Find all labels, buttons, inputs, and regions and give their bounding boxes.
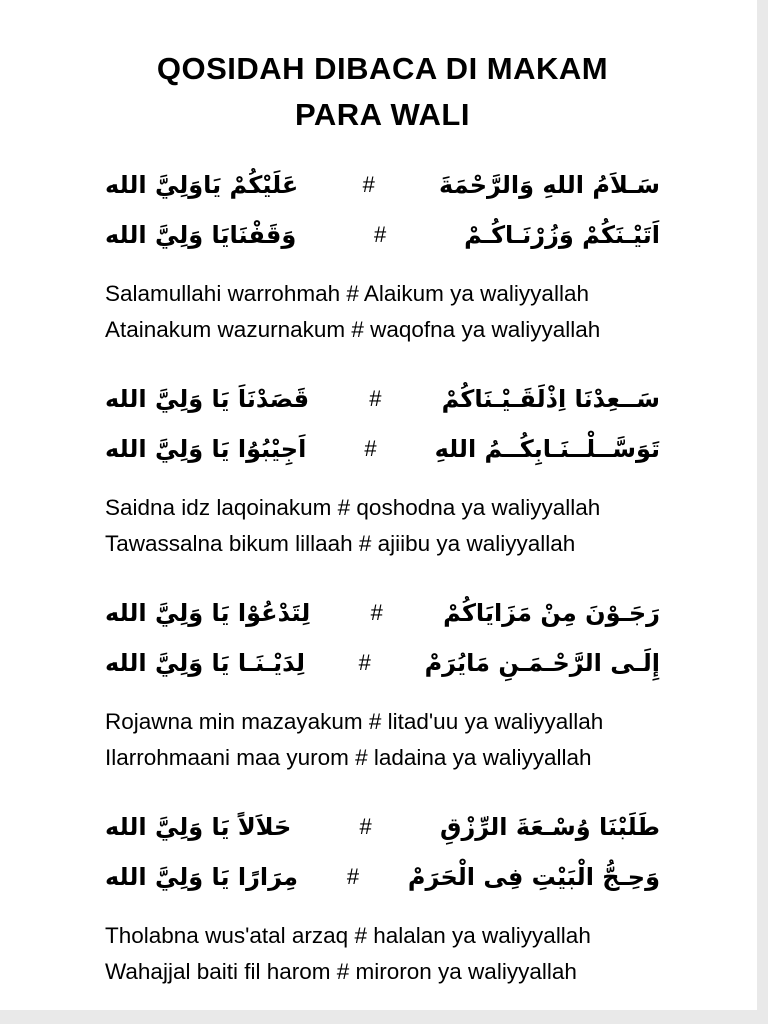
verse-separator: # (346, 864, 360, 889)
arabic-hemistich-first: رَجَـوْنَ مِنْ مَزَايَاكُمْ (443, 599, 660, 627)
arabic-verse-line (105, 374, 660, 424)
arabic-hemistich-first: وَحِـجُّ الْبَيْتِ فِى الْحَرَمْ (407, 863, 660, 891)
page-title (105, 46, 660, 138)
stanza-1 (105, 160, 660, 348)
arabic-verse-line (105, 424, 660, 474)
arabic-hemistich-second: مِرَارًا يَا وَلِيَّ الله (105, 863, 298, 891)
arabic-verse-line (105, 210, 660, 260)
latin-line: Salamullahi warrohmah # Alaikum ya waliyyallah (105, 281, 589, 306)
arabic-hemistich-first: إِلَـى الرَّحْـمَـنِ مَايُرَمْ (424, 649, 660, 677)
stanza-1-transliteration (105, 276, 660, 348)
arabic-hemistich-second: قَصَدْنَاَ يَا وَلِيَّ الله (105, 385, 310, 413)
latin-line: Ilarrohmaani maa yurom # ladaina ya waliyyallah (105, 745, 592, 770)
verse-separator: # (358, 650, 371, 675)
arabic-hemistich-first: سَـلاَمُ اللهِ وَالرَّحْمَةَ (439, 171, 660, 199)
latin-line: Wahajjal baiti fil harom # miroron ya waliyyallah (105, 959, 577, 984)
page-title-line-2: PARA WALI (295, 97, 470, 132)
verse-separator: # (364, 436, 377, 461)
arabic-verse-line (105, 638, 660, 688)
arabic-verse-line (105, 588, 660, 638)
arabic-verse-line (105, 852, 660, 902)
stanza-2-arabic (105, 374, 660, 474)
stanza-3-transliteration (105, 704, 660, 776)
stanza-4 (105, 802, 660, 990)
verse-separator: # (362, 172, 375, 197)
verse-separator: # (370, 600, 383, 625)
arabic-verse-line (105, 160, 660, 210)
latin-line: Saidna idz laqoinakum # qoshodna ya waliyyallah (105, 495, 601, 520)
stanza-3-arabic (105, 588, 660, 688)
latin-line: Tholabna wus'atal arzaq # halalan ya waliyyallah (105, 923, 591, 948)
arabic-hemistich-second: اَجِيْبُوُا يَا وَلِيَّ الله (105, 435, 307, 463)
stanza-1-arabic (105, 160, 660, 260)
verse-separator: # (369, 386, 382, 411)
verse-separator: # (374, 222, 387, 247)
arabic-hemistich-second: حَلاَلاً يَا وَلِيَّ الله (105, 813, 292, 841)
stanza-4-transliteration (105, 918, 660, 990)
arabic-hemistich-first: تَوَسَّــلْــنَـابِكُــمُ اللهِ (434, 435, 660, 463)
stanza-2 (105, 374, 660, 562)
arabic-hemistich-second: لِدَيْـنَـا يَا وَلِيَّ الله (105, 649, 305, 677)
stanza-4-arabic (105, 802, 660, 902)
arabic-hemistich-second: وَقَفْنَايَا وَلِيَّ الله (105, 221, 297, 249)
stanza-2-transliteration (105, 490, 660, 562)
arabic-verse-line (105, 802, 660, 852)
verse-separator: # (359, 814, 372, 839)
stanza-3 (105, 588, 660, 776)
page-title-line-1: QOSIDAH DIBACA DI MAKAM (156, 51, 609, 86)
arabic-hemistich-second: عَلَيْكُمْ يَاوَلِيَّ الله (105, 171, 299, 199)
latin-line: Rojawna min mazayakum # litad'uu ya waliyyallah (105, 709, 604, 734)
latin-line: Tawassalna bikum lillaah # ajiibu ya waliyyallah (105, 531, 576, 556)
arabic-hemistich-first: اَتَيْـنَكُمْ وَزُرْنَـاكُـمْ (464, 221, 660, 249)
arabic-hemistich-first: طَلَبْنَا وُسْـعَةَ الرِّزْقِ (440, 813, 660, 841)
arabic-hemistich-first: سَــعِدْنَا اِذْلَقَـيْـنَاكُمْ (441, 385, 660, 413)
arabic-hemistich-second: لِتَدْعُوْا يَا وَلِيَّ الله (105, 599, 311, 627)
latin-line: Atainakum wazurnakum # waqofna ya waliyyallah (105, 317, 601, 342)
